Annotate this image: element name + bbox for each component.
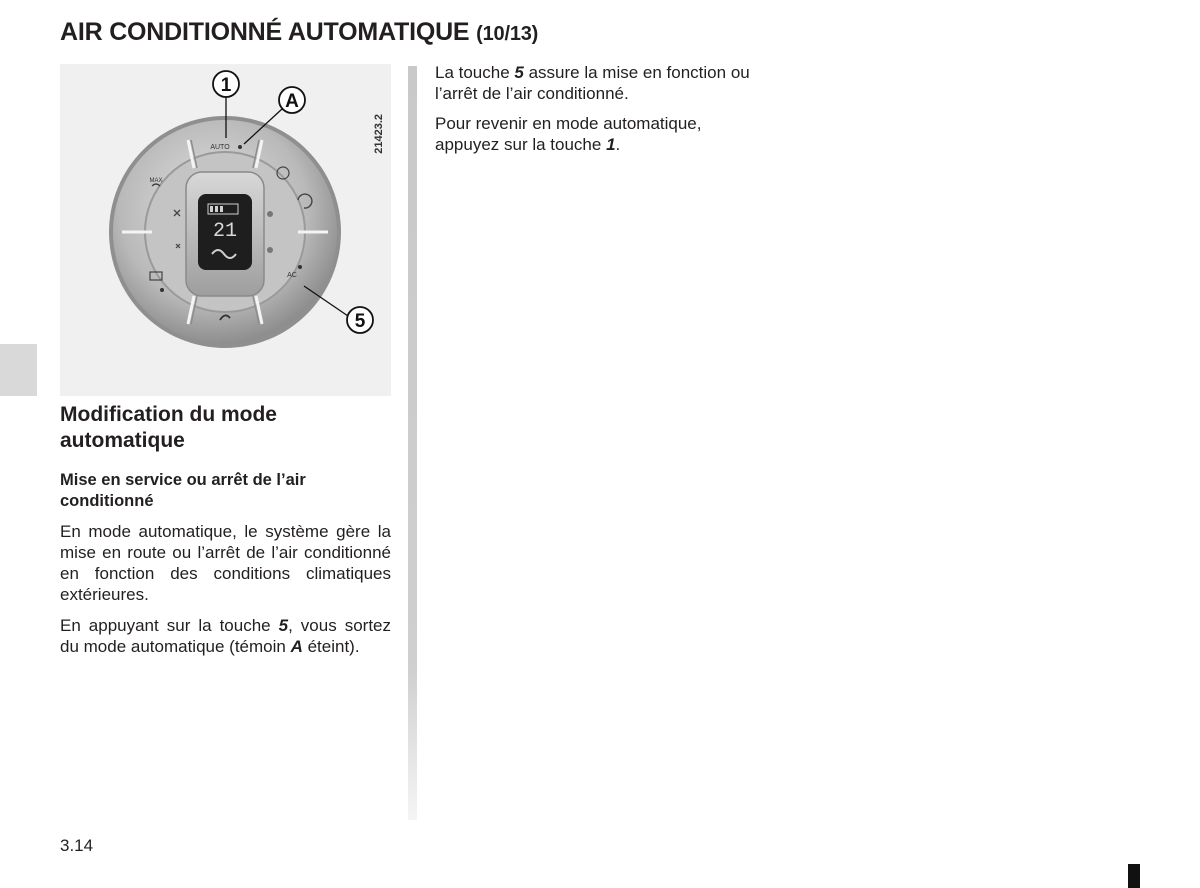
corner-thumb-mark — [1128, 864, 1140, 888]
title-main: AIR CONDITIONNÉ AUTOMATIQUE — [60, 18, 470, 46]
display-fan-level — [210, 206, 223, 212]
rear-defrost-indicator — [160, 288, 164, 292]
left-p2-text-2: , vous sortez du mode automatique (témoin — [60, 616, 392, 656]
right-paragraph-1 — [435, 62, 767, 104]
climate-control-illustration — [60, 64, 391, 396]
pad-dot-upper — [267, 211, 273, 217]
right-p1-key: 5 — [514, 63, 524, 82]
control-panel-figure — [60, 64, 391, 396]
column-divider — [408, 66, 417, 820]
right-p2-key: 1 — [606, 135, 616, 154]
callout-1-label: 1 — [220, 75, 232, 96]
right-paragraph-2 — [435, 113, 767, 155]
title-page-indicator: (10/13) — [476, 23, 539, 45]
right-p1-text-2: assure la mise en fonction ou l’arrêt de l’air conditionné. — [435, 63, 750, 103]
right-p2-text-2: . — [615, 135, 621, 154]
left-p2-text-1: En appuyant sur la touche — [60, 616, 279, 635]
page-title — [60, 18, 538, 47]
subsection-heading: Mise en service ou arrêt de l’air conditionné — [60, 471, 306, 510]
left-p2-text-3: éteint). — [302, 637, 360, 656]
left-paragraph-2-block — [60, 615, 391, 657]
ac-button-label: AC — [287, 272, 297, 279]
display-temperature: 21 — [212, 220, 238, 243]
left-paragraph-2 — [60, 615, 391, 657]
right-column — [435, 62, 767, 155]
callout-5-label: 5 — [354, 311, 366, 332]
page-number: 3.14 — [60, 836, 94, 855]
chapter-tab — [0, 344, 37, 396]
auto-button-label: AUTO — [210, 144, 230, 151]
auto-indicator-light — [238, 145, 242, 149]
left-p2-key: 5 — [278, 616, 289, 635]
section-heading: Modification du mode automatique — [60, 403, 277, 452]
right-p2-text-1: Pour revenir en mode automatique, appuyez sur la touche — [435, 114, 702, 154]
figure-reference: 21423.2 — [373, 114, 385, 154]
left-p2-indicator: A — [290, 637, 303, 656]
ac-indicator-light — [298, 265, 302, 269]
right-p1-text-1: La touche — [435, 63, 515, 82]
max-defrost-label: MAX — [149, 178, 163, 184]
callout-A-label: A — [285, 91, 299, 112]
left-paragraph-1-block — [60, 521, 391, 605]
left-paragraph-1: En mode automatique, le système gère la mise en route ou l’arrêt de l’air conditionné en fonction des conditions climatiques extérieures. — [60, 522, 391, 604]
pad-dot-lower — [267, 247, 273, 253]
